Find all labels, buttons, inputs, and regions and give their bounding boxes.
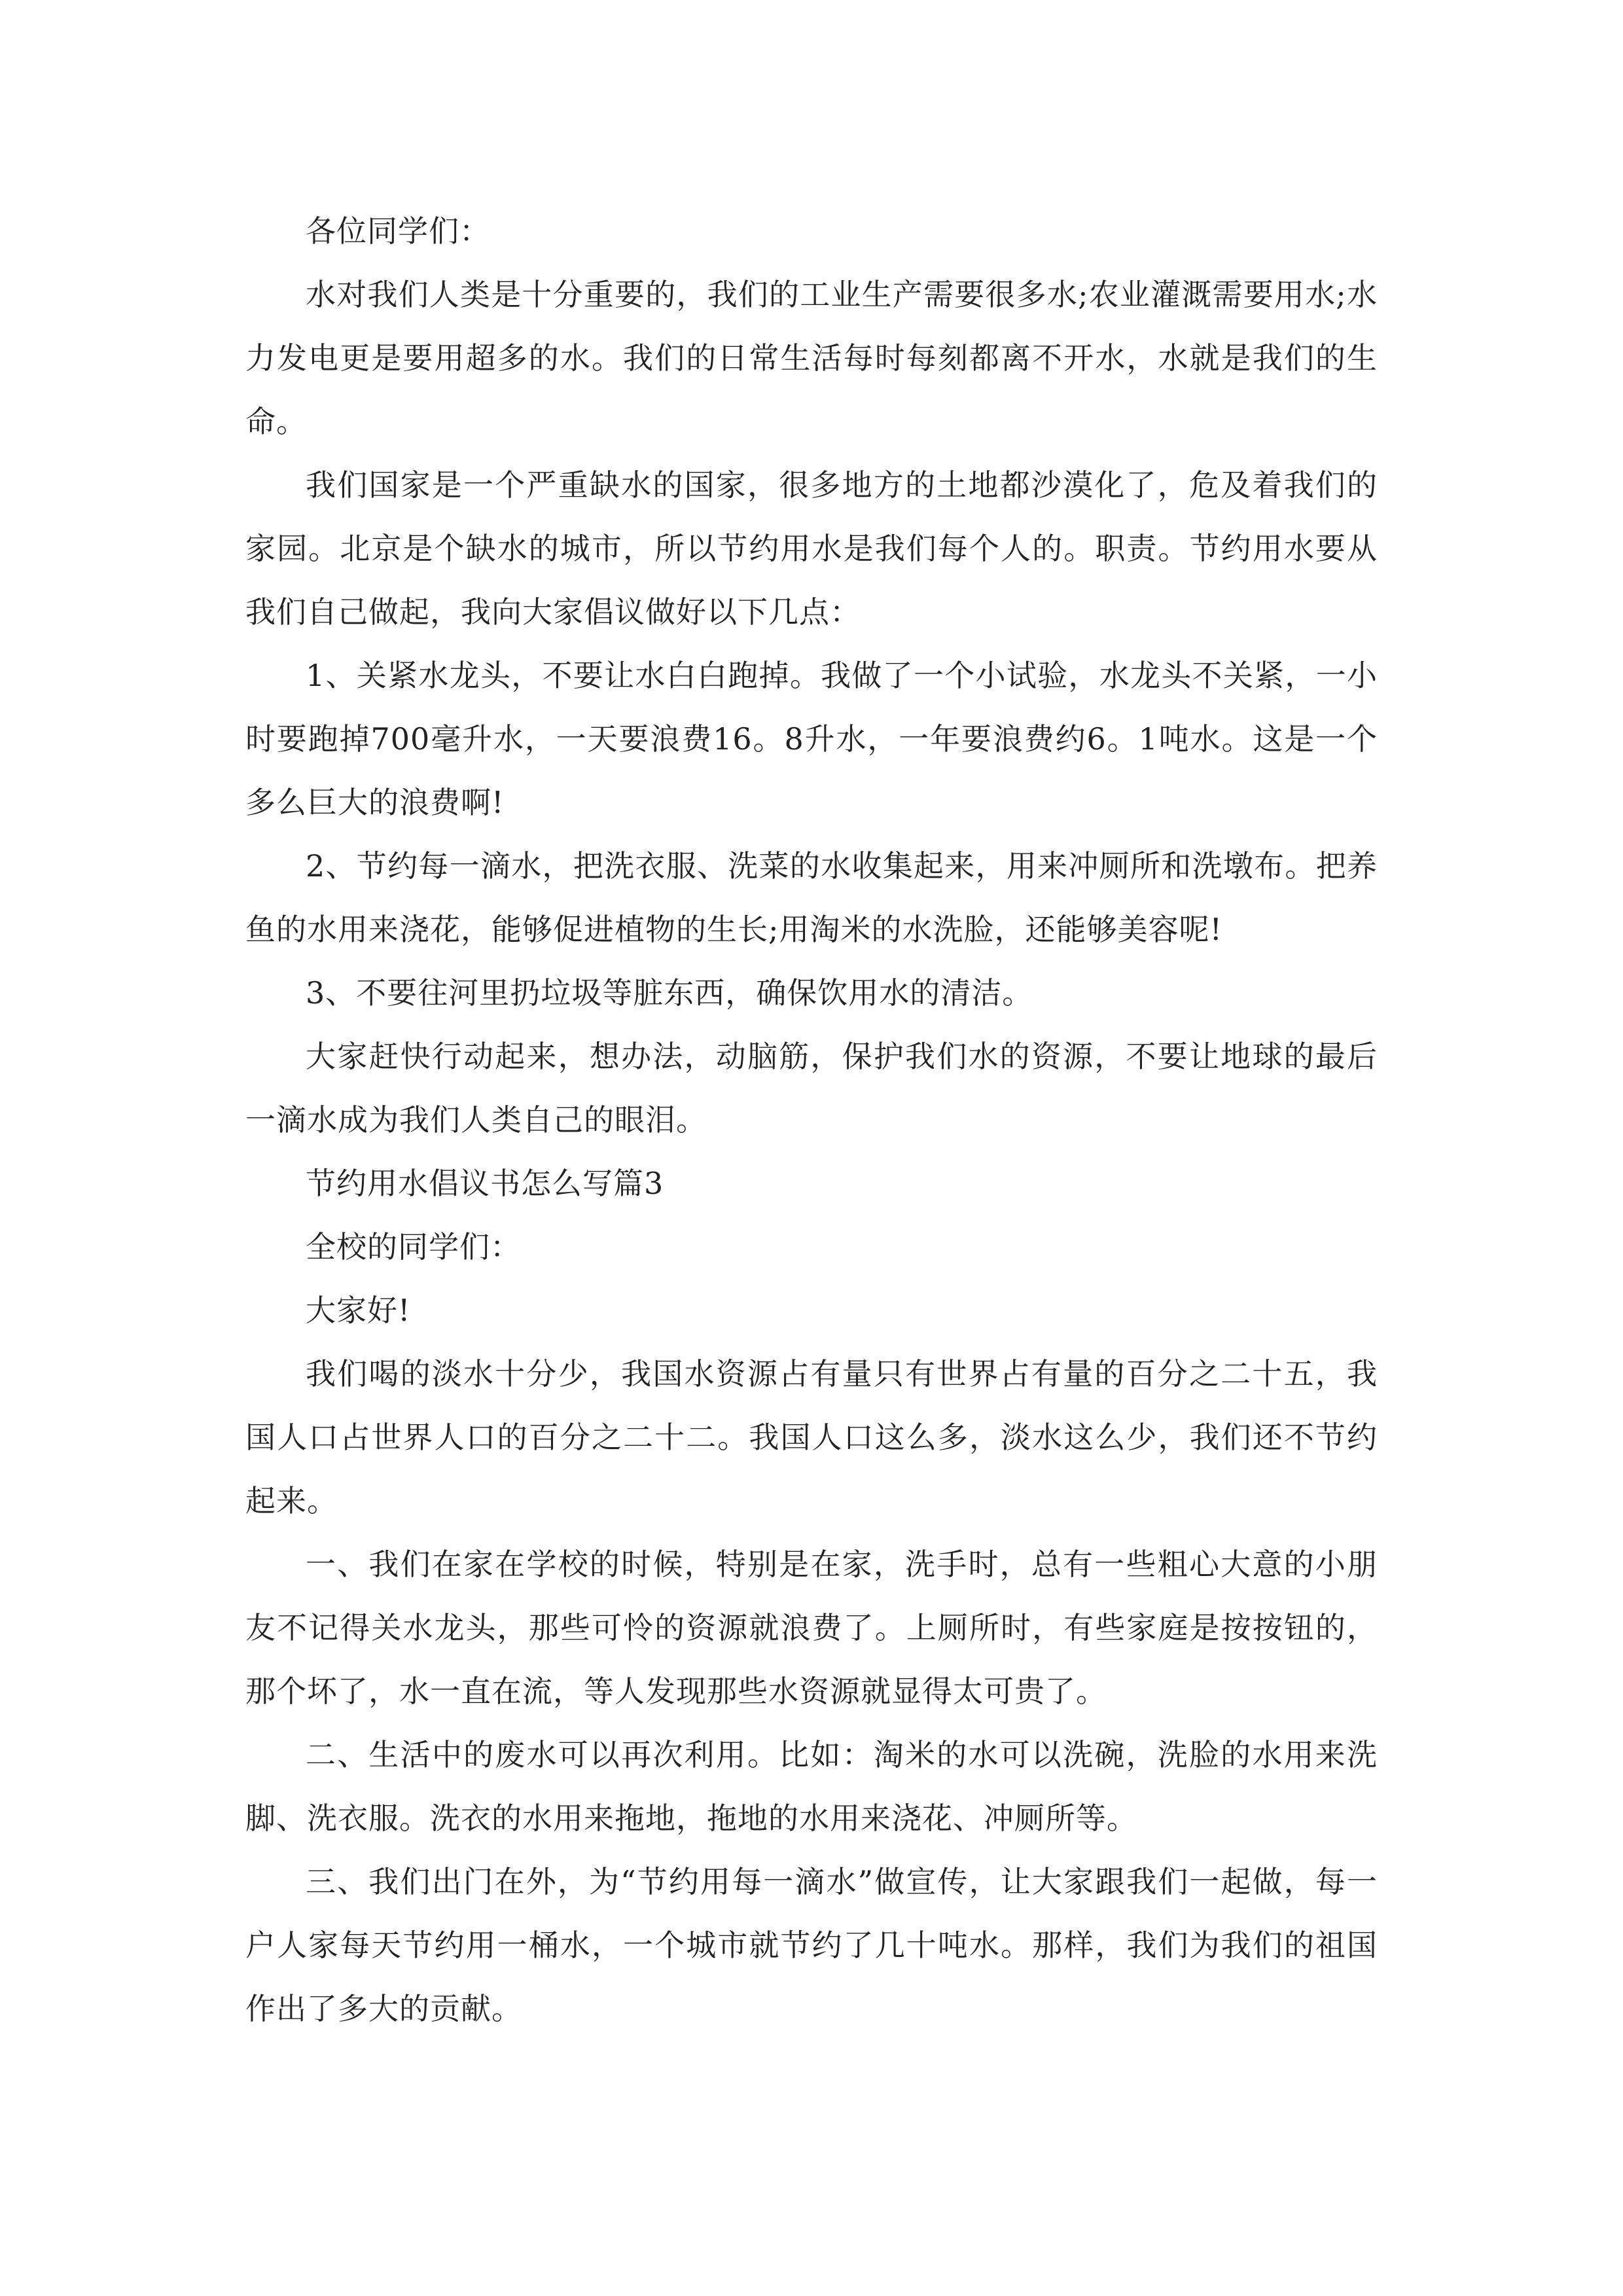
list-item-paragraph: 三、我们出门在外，为“节约用每一滴水”做宣传，让大家跟我们一起做，每一户人家每天节约用一桶水，一个城市就节约了几十吨水。那样，我们为我们的祖国作出了多大的贡献。 — [245, 1864, 1378, 2026]
body-paragraph: 我们喝的淡水十分少，我国水资源占有量只有世界占有量的百分之二十五，我国人口占世界人口的百分之二十二。我国人口这么多，淡水这么少，我们还不节约起来。 — [245, 1356, 1378, 1518]
greeting-paragraph: 全校的同学们： — [306, 1229, 521, 1265]
body-paragraph: 水对我们人类是十分重要的，我们的工业生产需要很多水;农业灌溉需要用水;水力发电更是要用超多的水。我们的日常生活每时每刻都离不开水，水就是我们的生命。 — [245, 277, 1378, 439]
body-paragraph: 大家赶快行动起来，想办法，动脑筋，保护我们水的资源，不要让地球的最后一滴水成为我们人类自己的眼泪。 — [245, 1039, 1378, 1138]
greeting-paragraph: 大家好! — [306, 1293, 411, 1328]
greeting-paragraph: 各位同学们： — [306, 213, 490, 249]
section-heading: 节约用水倡议书怎么写篇3 — [306, 1166, 664, 1201]
list-item-paragraph: 一、我们在家在学校的时候，特别是在家，洗手时，总有一些粗心大意的小朋友不记得关水龙头，那些可怜的资源就浪费了。上厕所时，有些家庭是按按钮的，那个坏了，水一直在流，等人发现那些水资源就显得太可贵了。 — [245, 1547, 1378, 1709]
document-body — [245, 200, 1378, 2041]
list-item-paragraph: 3、不要往河里扔垃圾等脏东西，确保饮用水的清洁。 — [306, 975, 1033, 1011]
body-paragraph: 我们国家是一个严重缺水的国家，很多地方的土地都沙漠化了，危及着我们的家园。北京是个缺水的城市，所以节约用水是我们每个人的。职责。节约用水要从我们自己做起，我向大家倡议做好以下几点： — [245, 467, 1378, 630]
list-item-paragraph: 1、关紧水龙头，不要让水白白跑掉。我做了一个小试验，水龙头不关紧，一小时要跑掉700毫升水，一天要浪费16。8升水，一年要浪费约6。1吨水。这是一个多么巨大的浪费啊! — [245, 658, 1378, 820]
list-item-paragraph: 2、节约每一滴水，把洗衣服、洗菜的水收集起来，用来冲厕所和洗墩布。把养鱼的水用来浇花，能够促进植物的生长;用淘米的水洗脸，还能够美容呢! — [245, 848, 1378, 947]
list-item-paragraph: 二、生活中的废水可以再次利用。比如：淘米的水可以洗碗，洗脸的水用来洗脚、洗衣服。洗衣的水用来拖地，拖地的水用来浇花、冲厕所等。 — [245, 1737, 1378, 1836]
